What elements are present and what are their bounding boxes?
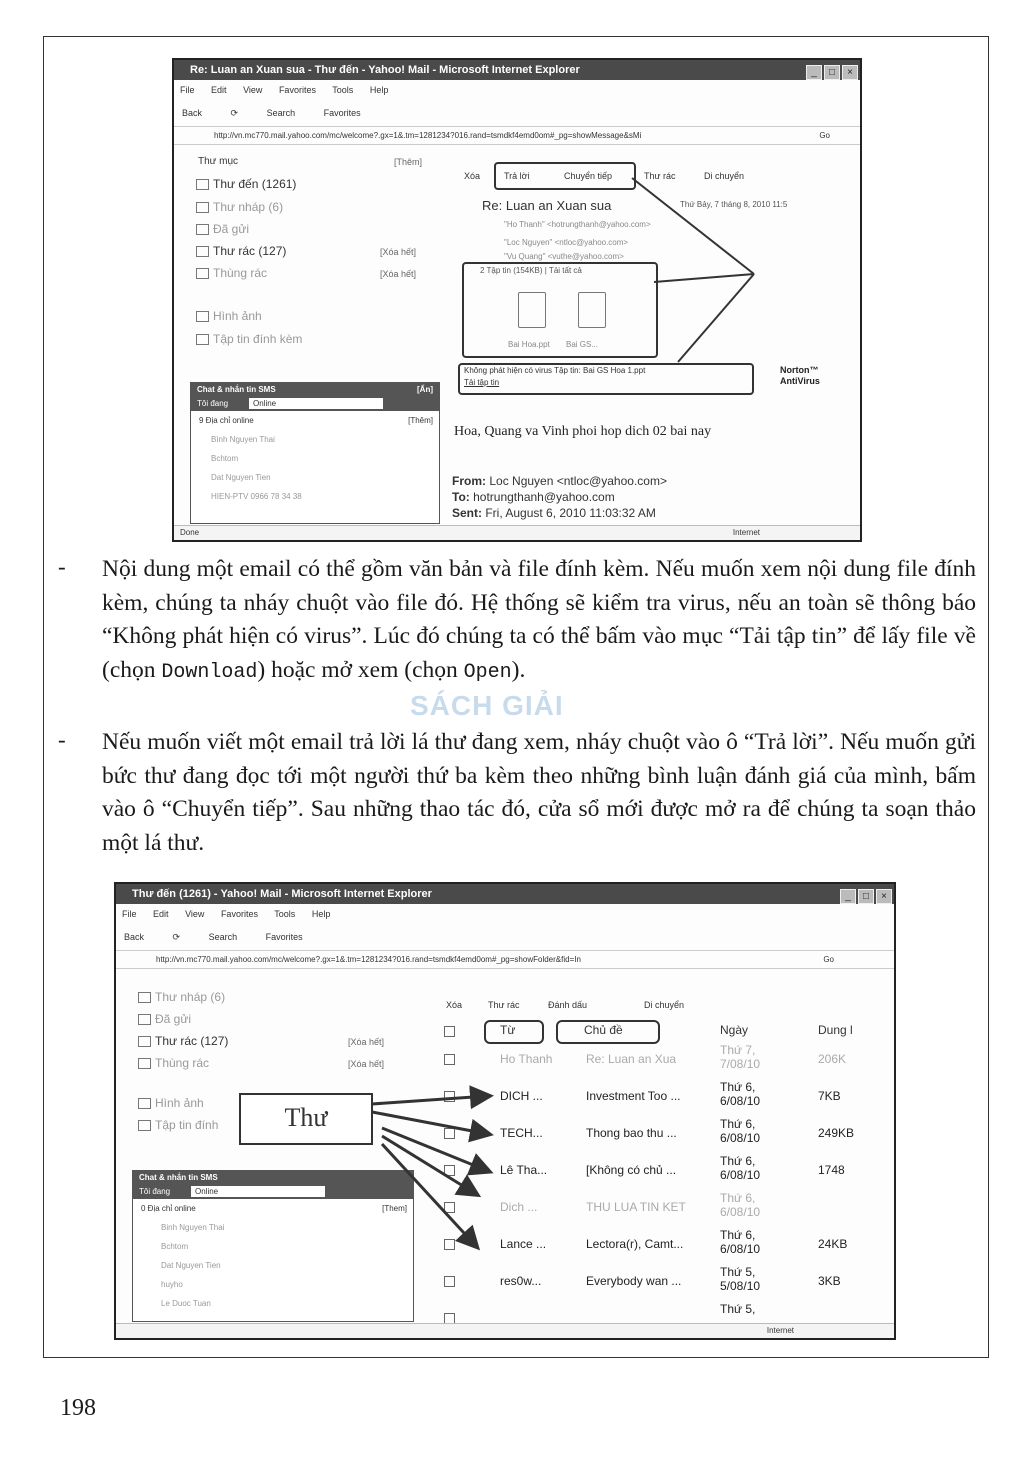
spam-button[interactable]: Thư rác [488, 1000, 520, 1010]
folder-label: Đã gửi [155, 1012, 192, 1026]
move-button[interactable]: Di chuyển [644, 1000, 685, 1010]
refresh-icon[interactable]: ⟳ [230, 108, 239, 118]
refresh-icon[interactable]: ⟳ [172, 932, 181, 942]
text: Nội dung một email có thể gồm văn bản và file đính kèm. Nếu muốn xem nội dung file đính kèm, chúng ta nháy chuột vào file đó. Hệ thống sẽ kiểm tra virus, nếu an toàn sẽ thông báo “Không phát hiện có virus”. Lúc đó chúng ta có thể bấm vào mục “Tải tập tin” để lấy file về (chọn [102, 556, 976, 683]
page-number: 198 [60, 1395, 96, 1421]
folder-label: Hình ảnh [213, 309, 262, 323]
row-date-day: Thứ 5, [720, 1265, 756, 1279]
watermark-logo: SÁCH GIẢI [410, 690, 564, 721]
attachment-name: Bai GS... [566, 340, 599, 349]
row-subject[interactable]: Re: Luan an Xua [586, 1052, 677, 1066]
chat-status-label: Tôi đang [197, 399, 229, 408]
code-download: Download [161, 660, 258, 684]
text: ). [511, 656, 526, 683]
delete-button[interactable]: Xóa [464, 171, 481, 181]
folder-label: Thùng rác [213, 266, 268, 280]
status-bar [174, 525, 860, 540]
bullet-dash: - [58, 554, 66, 579]
menu-view[interactable]: View [185, 909, 205, 919]
address-url: http://vn.mc770.mail.yahoo.com/mc/welcome?.gx=1&.tm=1281234?016.rand=tsmdkf4emd0om#_pg=showMessage&sMi [214, 131, 642, 140]
contact[interactable]: HIEN-PTV 0966 78 34 38 [211, 492, 302, 501]
column-size[interactable]: Dung l [818, 1023, 853, 1037]
column-from[interactable]: Từ [500, 1023, 516, 1037]
sent-value: Fri, August 6, 2010 11:03:32 AM [485, 506, 656, 520]
chat-status-select[interactable]: Online [249, 398, 383, 409]
row-subject[interactable]: Investment Too ... [586, 1089, 681, 1103]
folder-label: Thư nháp (6) [155, 990, 226, 1004]
callout-arrows [116, 884, 896, 1340]
window-title: Thư đến (1261) - Yahoo! Mail - Microsoft Internet Explorer [116, 884, 894, 904]
chat-title: Chat & nhắn tin SMS [197, 385, 276, 394]
folder-label: Thư rác (127) [213, 244, 287, 258]
callout-arrow [382, 1128, 488, 1171]
chat-status-label: Tôi đang [139, 1187, 171, 1196]
favorites-button[interactable]: Favorites [323, 108, 361, 118]
chat-header: Chat & nhắn tin SMS [133, 1171, 413, 1185]
menu-help[interactable]: Help [369, 85, 389, 95]
folder-label: Tập tin đính [155, 1118, 219, 1132]
folder-label: Hình ảnh [155, 1096, 204, 1110]
delete-button[interactable]: Xóa [446, 1000, 463, 1010]
sent-label: Sent: [452, 506, 482, 520]
online-add-link[interactable]: [Thêm] [408, 416, 433, 425]
row-size: 24KB [818, 1237, 848, 1251]
row-date-value: 6/08/10 [720, 1094, 761, 1108]
attachment-name: Bai Hoa.ppt [508, 340, 550, 349]
minimize-icon[interactable]: _ [840, 889, 856, 904]
row-date-day: Thứ 6, [720, 1080, 756, 1094]
menu-edit[interactable]: Edit [211, 85, 227, 95]
mark-button[interactable]: Đánh dấu [548, 1000, 588, 1010]
online-add-link[interactable]: [Them] [382, 1204, 407, 1213]
message-body: Hoa, Quang va Vinh phoi hop dich 02 bai nay [454, 424, 712, 439]
reply-button[interactable]: Trả lời [504, 171, 530, 181]
contact[interactable]: Dat Nguyen Tien [161, 1261, 221, 1270]
message-from-small: "Ho Thanh" <hotrungthanh@yahoo.com> [504, 220, 651, 229]
text: ) hoặc mở xem (chọn [257, 656, 464, 683]
row-from[interactable]: TECH... [500, 1126, 543, 1140]
row-date-value: 6/08/10 [720, 1205, 761, 1219]
row-date-value: 6/08/10 [720, 1242, 761, 1256]
row-date-day: Thứ 5, [720, 1302, 756, 1316]
row-date-day: Thứ 6, [720, 1191, 756, 1205]
contact[interactable]: huyho [161, 1280, 183, 1289]
folder-label: Thư đến (1261) [213, 177, 297, 191]
row-date-day: Thứ 6, [720, 1154, 756, 1168]
menu-favorites[interactable]: Favorites [278, 85, 316, 95]
row-date-day: Thứ 7, [720, 1043, 756, 1057]
maximize-icon[interactable]: □ [858, 889, 874, 904]
callout-mail-box: Thư [239, 1093, 373, 1145]
status-zone: Internet [766, 1326, 794, 1335]
row-date-value: 5/08/10 [720, 1279, 761, 1293]
menu-file[interactable]: File [180, 85, 195, 95]
column-subject[interactable]: Chủ đề [584, 1023, 623, 1037]
from-label: From: [452, 474, 486, 488]
go-button[interactable]: Go [819, 128, 830, 144]
menu-file[interactable]: File [122, 909, 137, 919]
row-from[interactable]: Lê Tha... [500, 1163, 548, 1177]
go-button[interactable]: Go [823, 952, 834, 968]
row-from[interactable]: Lance ... [500, 1237, 547, 1251]
online-label: 9 Địa chỉ online [199, 416, 254, 425]
menu-help[interactable]: Help [311, 909, 331, 919]
callout-arrow [382, 1136, 476, 1194]
attachments-header[interactable]: 2 Tập tin (154KB) | Tải tất cả [480, 266, 582, 275]
menu-tools[interactable]: Tools [274, 909, 296, 919]
message-cc2: "Vu Quang" <vuthe@yahoo.com> [504, 252, 624, 261]
row-subject[interactable]: [Không có chủ ... [586, 1163, 677, 1177]
close-icon[interactable]: × [842, 65, 858, 80]
from-value: Loc Nguyen <ntloc@yahoo.com> [489, 474, 667, 488]
callout-arrow [372, 1096, 488, 1104]
row-subject[interactable]: Everybody wan ... [586, 1274, 682, 1288]
row-date-value: 7/08/10 [720, 1057, 761, 1071]
screenshot-inbox [114, 882, 896, 1340]
chat-status-select[interactable]: Online [191, 1186, 325, 1197]
from-line [452, 474, 667, 488]
row-date-day: Thứ 6, [720, 1117, 756, 1131]
row-date-value: 6/08/10 [720, 1131, 761, 1145]
message-subject: Re: Luan an Xuan sua [482, 198, 612, 213]
folder-label: Thùng rác [155, 1056, 210, 1070]
minimize-icon[interactable]: _ [806, 65, 822, 80]
contact[interactable]: Binh Nguyen Thai [161, 1223, 225, 1232]
empty-spam-link[interactable]: [Xóa hết] [348, 1037, 385, 1047]
bullet-dash: - [58, 727, 66, 752]
sidebar-add[interactable]: [Thêm] [394, 157, 423, 167]
back-button[interactable]: Back [124, 932, 145, 942]
contact[interactable]: Bchtom [161, 1242, 189, 1251]
online-label: 0 Địa chỉ online [141, 1204, 196, 1213]
empty-trash-link[interactable]: [Xóa hết] [380, 269, 417, 279]
move-button[interactable]: Di chuyển [704, 171, 745, 181]
chat-hide-link[interactable]: [Ẩn] [417, 385, 433, 394]
folder-label: Thư rác (127) [155, 1034, 229, 1048]
row-subject[interactable]: Lectora(r), Camt... [586, 1237, 684, 1251]
close-icon[interactable]: × [876, 889, 892, 904]
folder-label: Đã gửi [213, 222, 250, 236]
row-from[interactable]: res0w... [500, 1274, 542, 1288]
to-label: To: [452, 490, 470, 504]
window-title: Re: Luan an Xuan sua - Thư đến - Yahoo! Mail - Microsoft Internet Explorer [174, 60, 860, 80]
empty-trash-link[interactable]: [Xóa hết] [348, 1059, 385, 1069]
favorites-button[interactable]: Favorites [265, 932, 303, 942]
empty-spam-link[interactable]: [Xóa hết] [380, 247, 417, 257]
row-from[interactable]: Ho Thanh [500, 1052, 553, 1066]
spam-button[interactable]: Thư rác [644, 171, 676, 181]
row-subject[interactable]: Thong bao thu ... [586, 1126, 677, 1140]
forward-button[interactable]: Chuyển tiếp [564, 171, 613, 181]
sent-line [452, 506, 656, 520]
message-date: Thứ Bảy, 7 tháng 8, 2010 11:5 [680, 200, 788, 209]
row-size: 7KB [818, 1089, 841, 1103]
menu-favorites[interactable]: Favorites [220, 909, 258, 919]
status-zone: Internet [732, 528, 760, 537]
row-size: 206K [818, 1052, 847, 1066]
virus-scan-result: Không phát hiện có virus Tập tin: Bai GS Hoa 1.ppt [464, 366, 646, 375]
callout-arrows [174, 60, 862, 542]
message-cc1: "Loc Nguyen" <ntloc@yahoo.com> [504, 238, 629, 247]
contact[interactable]: Dat Nguyen Tien [211, 473, 271, 482]
code-open: Open [463, 660, 512, 684]
status-text: Done [180, 528, 200, 537]
row-from[interactable]: Dich ... [500, 1200, 538, 1214]
menu-tools[interactable]: Tools [332, 85, 354, 95]
back-button[interactable]: Back [182, 108, 203, 118]
row-size: 3KB [818, 1274, 841, 1288]
menu-edit[interactable]: Edit [153, 909, 169, 919]
maximize-icon[interactable]: □ [824, 65, 840, 80]
sidebar-title: Thư mục [198, 156, 239, 167]
paragraph-attachments [102, 553, 976, 689]
status-bar [116, 1323, 894, 1338]
to-value: hotrungthanh@yahoo.com [473, 490, 615, 504]
address-url: http://vn.mc770.mail.yahoo.com/mc/welcome?.gx=1&.tm=1281234?016.rand=tsmdkf4emd0om#_pg=showFolder&fid=In [156, 955, 581, 964]
row-from[interactable]: DICH ... [500, 1089, 543, 1103]
row-size: 1748 [818, 1163, 845, 1177]
to-line [452, 490, 615, 504]
folder-label: Thư nháp (6) [213, 200, 284, 214]
column-date[interactable]: Ngày [720, 1023, 749, 1037]
download-link[interactable]: Tải tập tin [464, 378, 500, 387]
screenshot-read-email [172, 58, 862, 542]
menu-view[interactable]: View [243, 85, 263, 95]
row-subject[interactable]: THU LUA TIN KET [586, 1200, 686, 1214]
search-button[interactable]: Search [266, 108, 296, 118]
row-date-value: 6/08/10 [720, 1168, 761, 1182]
contact[interactable]: Le Duoc Tuan [161, 1299, 211, 1308]
contact[interactable]: Bình Nguyen Thai [211, 435, 275, 444]
paragraph-reply-forward: Nếu muốn viết một email trả lời lá thư đang xem, nháy chuột vào ô “Trả lời”. Nếu muốn gửi bức thư đang đọc tới một người thứ ba kèm theo những bình luận đánh giá của mình, bấm vào ô “Chuyển tiếp”. Sau những thao tác đó, cửa sổ mới được mở ra để chúng ta soạn thảo một lá thư. [102, 729, 976, 856]
norton-antivirus-logo: Norton™ AntiVirus [780, 365, 820, 386]
folder-label: Tập tin đính kèm [213, 332, 303, 346]
row-size: 249KB [818, 1126, 855, 1140]
search-button[interactable]: Search [208, 932, 238, 942]
row-date-day: Thứ 6, [720, 1228, 756, 1242]
contact[interactable]: Bchtom [211, 454, 239, 463]
